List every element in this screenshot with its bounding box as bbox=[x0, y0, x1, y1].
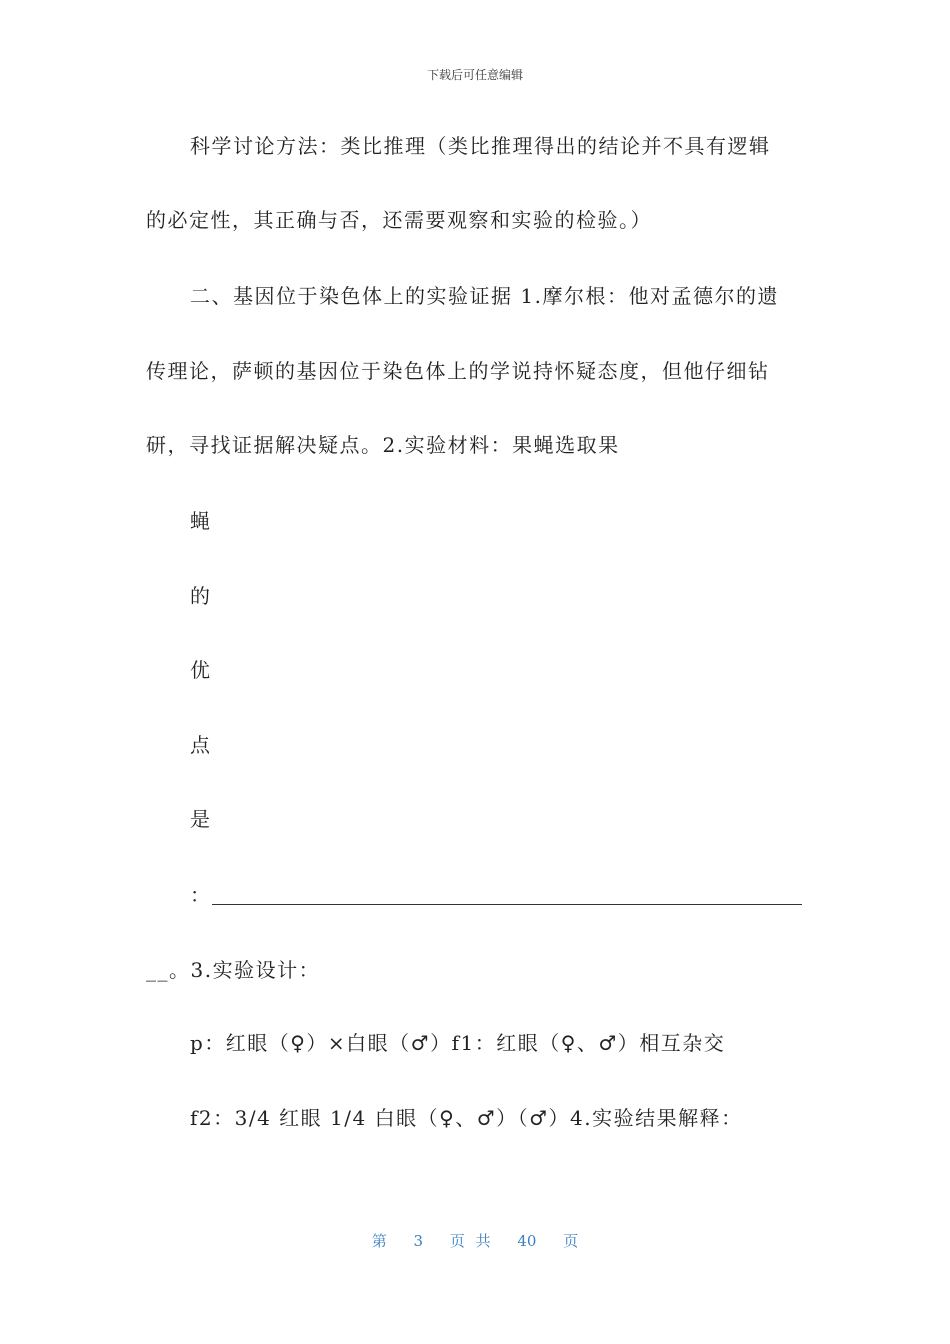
footer-total-label: 页 共 bbox=[449, 1232, 491, 1250]
page-footer bbox=[0, 1230, 950, 1251]
page-header-note: 下载后可任意编辑 bbox=[426, 68, 523, 82]
paragraph-line: 二、基因位于染色体上的实验证据 1.摩尔根：他对孟德尔的遗 bbox=[190, 284, 779, 308]
paragraph-line: 传理论，萨顿的基因位于染色体上的学说持怀疑态度，但他仔细钻 bbox=[146, 359, 770, 383]
paragraph-line: __。3.实验设计： bbox=[146, 958, 321, 982]
vertical-char: 优 bbox=[190, 658, 212, 682]
paragraph-line: 科学讨论方法：类比推理（类比推理得出的结论并不具有逻辑 bbox=[190, 134, 771, 158]
vertical-char: 点 bbox=[190, 733, 212, 757]
vertical-char: 的 bbox=[190, 584, 212, 608]
footer-suffix: 页 bbox=[563, 1232, 579, 1250]
paragraph-line: f2：3/4 红眼 1/4 白眼（♀、♂）（♂）4.实验结果解释： bbox=[190, 1106, 743, 1130]
paragraph-line: 研，寻找证据解决疑点。2.实验材料：果蝇选取果 bbox=[146, 433, 620, 457]
vertical-char: 是 bbox=[190, 807, 212, 831]
footer-total-pages: 40 bbox=[517, 1232, 537, 1250]
footer-page-number: 3 bbox=[413, 1232, 424, 1250]
blank-prompt-colon: ： bbox=[190, 883, 212, 907]
paragraph-line: p：红眼（♀）×白眼（♂）f1：红眼（♀、♂）相互杂交 bbox=[190, 1031, 726, 1055]
fill-in-blank-line bbox=[212, 904, 802, 905]
footer-page-label: 第 bbox=[371, 1232, 387, 1250]
vertical-char: 蝇 bbox=[190, 509, 212, 533]
paragraph-line: 的必定性，其正确与否，还需要观察和实验的检验。） bbox=[146, 208, 652, 232]
